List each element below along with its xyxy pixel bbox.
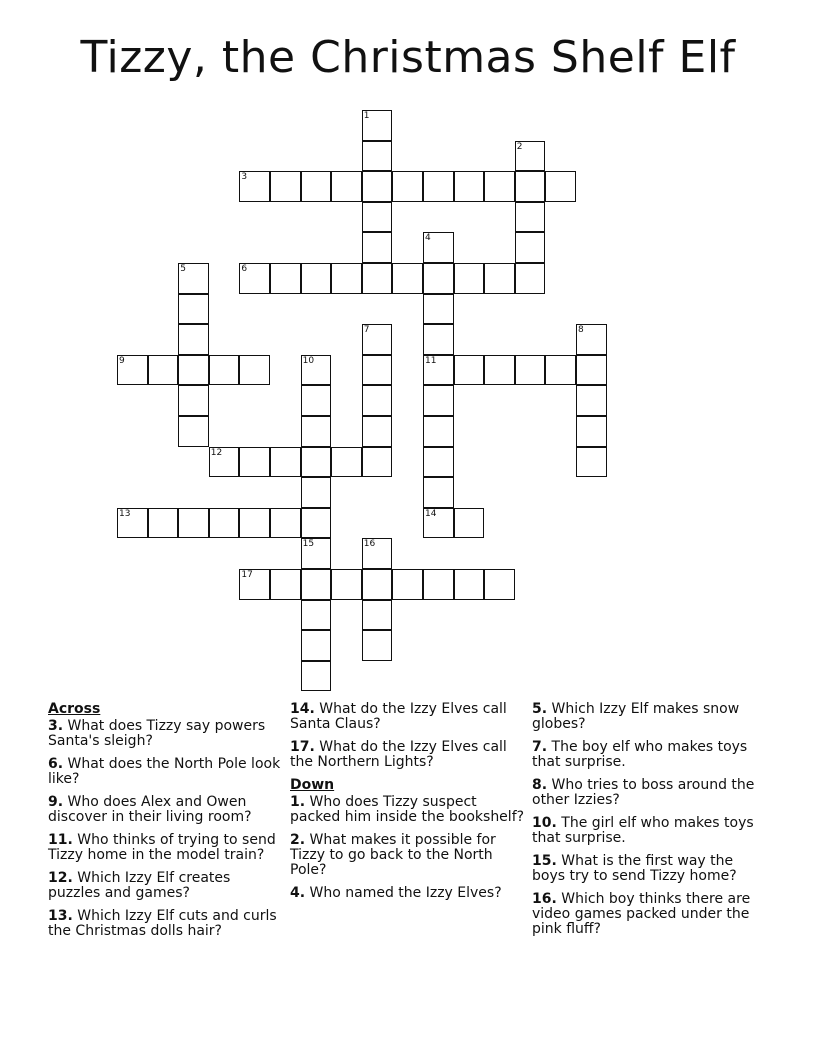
grid-cell[interactable] [178, 294, 209, 325]
down-clue [532, 778, 768, 808]
grid-cell[interactable] [362, 630, 393, 661]
clue-text: The boy elf who makes toys that surprise. [532, 739, 748, 770]
cell-number: 17 [241, 570, 253, 580]
grid-cell[interactable] [454, 263, 485, 294]
clue-text: Who thinks of trying to send Tizzy home in the model train? [48, 832, 276, 863]
grid-cell[interactable] [362, 110, 393, 141]
grid-cell[interactable] [515, 202, 546, 233]
cell-number: 1 [363, 111, 370, 121]
grid-cell[interactable] [239, 569, 270, 600]
clue-text: Who tries to boss around the other Izzies? [532, 777, 755, 808]
grid-cell[interactable] [362, 385, 393, 416]
down-clues-part-2 [532, 702, 768, 937]
grid-cell[interactable] [423, 232, 454, 263]
grid-cell[interactable] [362, 416, 393, 447]
down-clue [290, 795, 526, 825]
clue-number: 15. [532, 853, 557, 869]
clue-number: 1. [290, 794, 306, 810]
grid-cell[interactable] [209, 508, 240, 539]
grid-cell[interactable] [392, 171, 423, 202]
grid-cell[interactable] [362, 263, 393, 294]
grid-cell[interactable] [239, 447, 270, 478]
cell-number: 4 [425, 233, 431, 244]
grid-cell[interactable] [301, 600, 332, 631]
clue-number: 11. [48, 832, 73, 848]
grid-cell[interactable] [484, 569, 515, 600]
grid-cell[interactable] [423, 447, 454, 478]
grid-cell[interactable] [301, 171, 332, 202]
across-clue [290, 702, 526, 732]
clue-number: 6. [48, 756, 64, 772]
grid-cell[interactable] [239, 171, 270, 202]
clue-number: 5. [532, 701, 548, 717]
clue-number: 7. [532, 739, 548, 755]
grid-cell[interactable] [209, 355, 240, 386]
cell-number: 11 [425, 355, 437, 366]
down-heading: Down [290, 777, 335, 793]
grid-cell[interactable] [331, 171, 362, 202]
clue-text: The girl elf who makes toys that surprise. [532, 815, 754, 846]
grid-cell[interactable] [239, 263, 270, 294]
grid-cell[interactable] [362, 141, 393, 172]
across-clue [48, 909, 284, 939]
grid-cell[interactable] [576, 416, 607, 447]
clue-number: 4. [290, 885, 306, 901]
grid-cell[interactable] [301, 263, 332, 294]
grid-cell[interactable] [423, 294, 454, 325]
cell-number: 9 [119, 355, 125, 366]
clue-text: What makes it possible for Tizzy to go back to the North Pole? [290, 832, 496, 878]
clue-text: Who does Tizzy suspect packed him inside the bookshelf? [290, 794, 525, 825]
grid-cell[interactable] [301, 569, 332, 600]
grid-cell[interactable] [239, 508, 270, 539]
grid-cell[interactable] [515, 263, 546, 294]
across-clues-part-1 [48, 719, 284, 939]
grid-cell[interactable] [301, 385, 332, 416]
grid-cell[interactable] [484, 355, 515, 386]
grid-cell[interactable] [301, 355, 332, 386]
grid-cell[interactable] [362, 324, 393, 355]
clue-number: 12. [48, 870, 73, 886]
grid-cell[interactable] [331, 447, 362, 478]
grid-cell[interactable] [576, 385, 607, 416]
grid-cell[interactable] [270, 171, 301, 202]
clue-number: 17. [290, 739, 315, 755]
grid-cell[interactable] [484, 171, 515, 202]
clue-text: Which Izzy Elf cuts and curls the Christmas dolls hair? [48, 908, 277, 939]
down-clue [532, 892, 768, 937]
cell-number: 15 [302, 539, 315, 550]
cell-number: 3 [241, 172, 248, 183]
clues-column-1 [48, 702, 284, 947]
clue-text: What does Tizzy say powers Santa's sleigh? [48, 718, 266, 749]
down-clue [290, 886, 526, 901]
down-clue [532, 740, 768, 770]
grid-cell[interactable] [423, 569, 454, 600]
clue-text: Which Izzy Elf creates puzzles and games? [48, 870, 231, 901]
cell-number: 5 [180, 264, 186, 274]
down-clue [290, 833, 526, 878]
clue-text: What does the North Pole look like? [48, 756, 281, 787]
clue-number: 16. [532, 891, 557, 907]
grid-cell[interactable] [148, 355, 179, 386]
grid-cell[interactable] [423, 355, 454, 386]
grid-cell[interactable] [178, 508, 209, 539]
grid-cell[interactable] [117, 355, 148, 386]
grid-cell[interactable] [301, 477, 332, 508]
grid-cell[interactable] [515, 141, 546, 172]
clues-column-3 [532, 702, 768, 945]
across-clue [48, 719, 284, 749]
grid-cell[interactable] [178, 355, 209, 386]
grid-cell[interactable] [178, 324, 209, 355]
grid-cell[interactable] [178, 385, 209, 416]
clue-number: 10. [532, 815, 557, 831]
across-clue [290, 740, 526, 770]
across-heading: Across [48, 701, 101, 717]
grid-cell[interactable] [362, 202, 393, 233]
grid-cell[interactable] [362, 569, 393, 600]
grid-cell[interactable] [117, 508, 148, 539]
grid-cell[interactable] [423, 171, 454, 202]
grid-cell[interactable] [301, 538, 332, 569]
puzzle-title: Tizzy, the Christmas Shelf Elf [80, 32, 736, 83]
across-clue [48, 833, 284, 863]
down-clues-part-1 [290, 795, 526, 901]
clue-number: 13. [48, 908, 73, 924]
grid-cell[interactable] [423, 508, 454, 539]
grid-cell[interactable] [148, 508, 179, 539]
grid-cell[interactable] [331, 263, 362, 294]
grid-cell[interactable] [392, 569, 423, 600]
grid-cell[interactable] [239, 355, 270, 386]
cell-number: 10 [302, 355, 315, 366]
grid-cell[interactable] [484, 263, 515, 294]
cell-number: 6 [241, 264, 248, 274]
grid-cell[interactable] [515, 232, 546, 263]
grid-cell[interactable] [576, 355, 607, 386]
clue-text: Who does Alex and Owen discover in their living room? [48, 794, 252, 825]
grid-cell[interactable] [270, 447, 301, 478]
grid-cell[interactable] [362, 538, 393, 569]
grid-cell[interactable] [454, 508, 485, 539]
clue-number: 14. [290, 701, 315, 717]
across-clue [48, 757, 284, 787]
clue-text: What is the first way the boys try to send Tizzy home? [532, 853, 737, 884]
grid-cell[interactable] [362, 447, 393, 478]
grid-cell[interactable] [331, 569, 362, 600]
grid-cell[interactable] [545, 355, 576, 386]
grid-cell[interactable] [301, 661, 332, 692]
grid-cell[interactable] [301, 447, 332, 478]
grid-cell[interactable] [301, 508, 332, 539]
grid-cell[interactable] [270, 569, 301, 600]
clue-number: 9. [48, 794, 64, 810]
grid-cell[interactable] [576, 324, 607, 355]
cell-number: 7 [363, 325, 370, 336]
clue-text: What do the Izzy Elves call the Northern Lights? [290, 739, 507, 770]
grid-cell[interactable] [576, 447, 607, 478]
cell-number: 16 [363, 539, 376, 550]
across-clue [48, 795, 284, 825]
clue-number: 8. [532, 777, 548, 793]
cell-number: 13 [119, 508, 131, 519]
down-clue [532, 854, 768, 884]
grid-cell[interactable] [362, 600, 393, 631]
grid-cell[interactable] [362, 355, 393, 386]
grid-cell[interactable] [362, 171, 393, 202]
grid-cell[interactable] [423, 263, 454, 294]
cell-number: 12 [210, 447, 223, 458]
cell-number: 8 [578, 325, 584, 336]
grid-cell[interactable] [423, 416, 454, 447]
grid-cell[interactable] [392, 263, 423, 294]
grid-cell[interactable] [423, 324, 454, 355]
across-clue [48, 871, 284, 901]
across-clues-part-2 [290, 702, 526, 770]
clues-column-2 [290, 702, 526, 909]
grid-cell[interactable] [423, 385, 454, 416]
down-clue [532, 702, 768, 732]
grid-cell[interactable] [454, 355, 485, 386]
grid-cell[interactable] [178, 263, 209, 294]
grid-cell[interactable] [515, 171, 546, 202]
grid-cell[interactable] [362, 232, 393, 263]
clue-text: Which Izzy Elf makes snow globes? [532, 701, 740, 732]
grid-cell[interactable] [270, 263, 301, 294]
down-clue [532, 816, 768, 846]
grid-cell[interactable] [545, 171, 576, 202]
grid-cell[interactable] [270, 508, 301, 539]
cell-number: 14 [425, 508, 437, 519]
clue-text: Which boy thinks there are video games packed under the pink fluff? [532, 891, 751, 937]
grid-cell[interactable] [454, 569, 485, 600]
clue-text: Who named the Izzy Elves? [305, 885, 502, 901]
grid-cell[interactable] [454, 171, 485, 202]
grid-cell[interactable] [178, 416, 209, 447]
grid-cell[interactable] [301, 630, 332, 661]
grid-cell[interactable] [301, 416, 332, 447]
cell-number: 2 [516, 141, 523, 152]
grid-cell[interactable] [423, 477, 454, 508]
clue-number: 2. [290, 832, 306, 848]
grid-cell[interactable] [209, 447, 240, 478]
grid-cell[interactable] [515, 355, 546, 386]
clue-text: What do the Izzy Elves call Santa Claus? [290, 701, 507, 732]
clue-number: 3. [48, 718, 64, 734]
